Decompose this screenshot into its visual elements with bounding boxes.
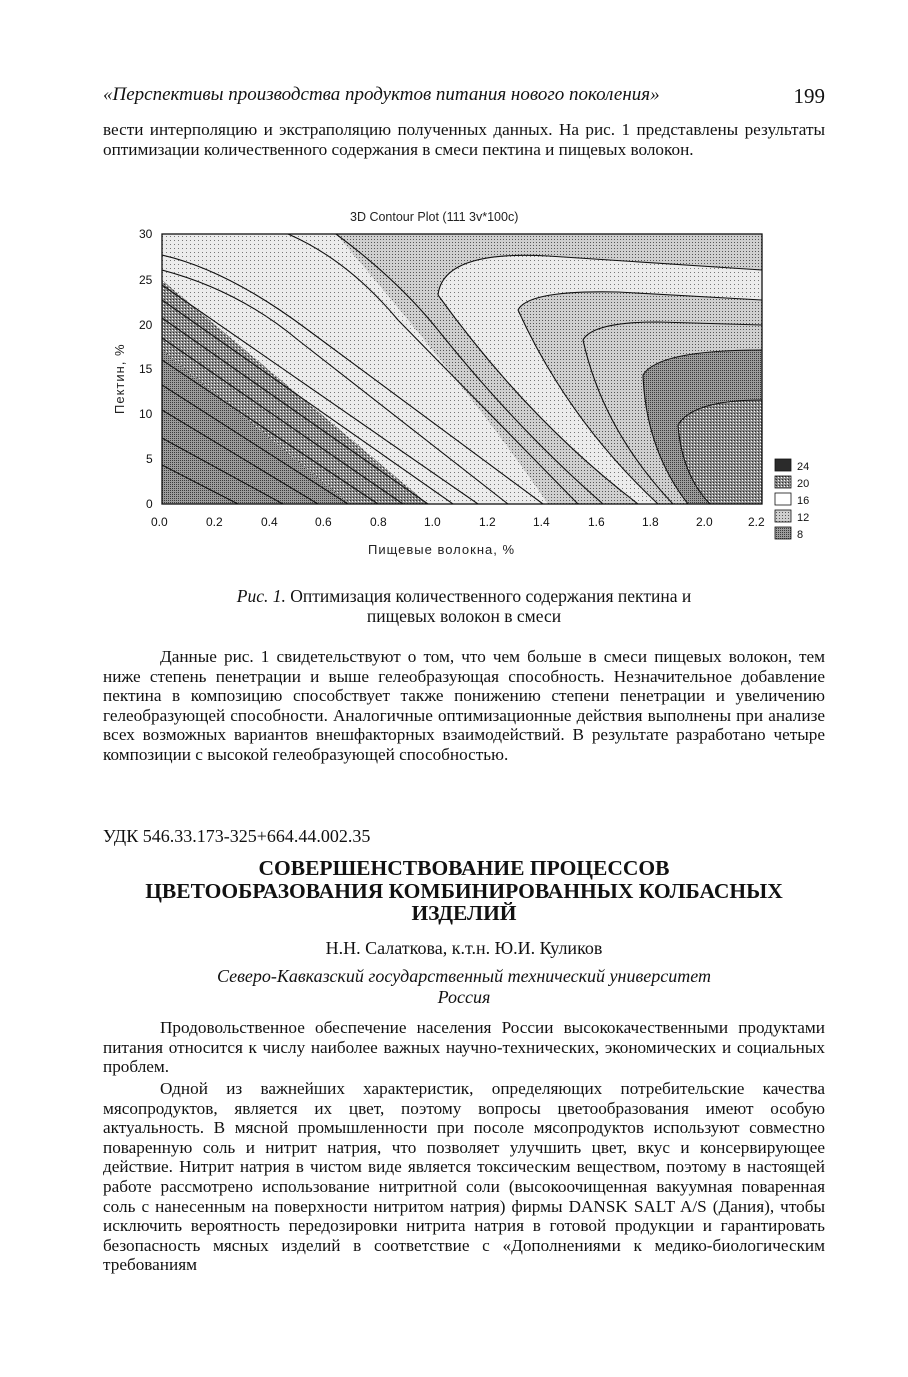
contour-plot-svg	[98, 200, 838, 570]
legend-swatch-20	[775, 476, 791, 488]
x-tick-0-0: 0.0	[151, 515, 168, 529]
x-tick-1-2: 1.2	[479, 515, 496, 529]
y-tick-15: 15	[139, 362, 153, 376]
body-paragraph-2: Одной из важнейших характеристик, определяющих потребительские качества мясопродуктов, является их цвет, поэтому вопросы цветообразования имеют особую актуальность. В мясной промышленности при посоле мясопродуктов используют совместно поваренную соль и нитрит натрия, что позволяет улучшить цвет, вкус и консервирующее действие. Нитрит натрия в чистом виде является токсическим веществом, поэтому в настоящей работе рассмотрено использование нитритной соли (высокоочищенная вакуумная поваренная соль с нанесенным на поверхности нитритом натрия) фирмы DANSK SALT A/S (Дания), чтобы исключить вероятность передозировки нитрита натрия в готовой продукции и гарантировать безопасность мясных изделий в соответствие с «Дополнениями к медико-биологическим требованиям	[103, 1079, 825, 1275]
y-tick-10: 10	[139, 407, 153, 421]
caption-label: Рис. 1.	[236, 586, 286, 606]
legend-swatch-16	[775, 493, 791, 505]
authors: Н.Н. Салаткова, к.т.н. Ю.И. Куликов	[325, 938, 603, 958]
affiliation: Северо-Кавказский государственный технический университет	[217, 966, 711, 986]
legend	[775, 459, 809, 541]
y-tick-30: 30	[139, 227, 153, 241]
caption-line-1: Оптимизация количественного содержания пектина и	[290, 586, 692, 606]
y-tick-0: 0	[146, 497, 153, 511]
legend-swatch-8	[775, 527, 791, 539]
contour-chart	[98, 200, 838, 570]
y-tick-5: 5	[146, 452, 153, 466]
discussion-paragraph: Данные рис. 1 свидетельствуют о том, что чем больше в смеси пищевых волокон, тем ниже степень пенетрации и выше гелеобразующая способность. Незначительное добавление пектина в композицию способствует также понижению степени пенетрации и увеличению гелеобразующей способности. Аналогичные оптимизационные действия выполнены при анализе всех возможных вариантов внешфакторных взаимодействий. В результате разработано четыре композиции с высокой гелеобразующей способностью.	[103, 647, 825, 764]
title-line-1: СОВЕРШЕНСТВОВАНИЕ ПРОЦЕССОВ	[258, 856, 670, 880]
y-axis-ticks	[139, 227, 153, 511]
x-tick-2-0: 2.0	[696, 515, 713, 529]
x-tick-0-2: 0.2	[206, 515, 223, 529]
udc-code: УДК 546.33.173-325+664.44.002.35	[103, 826, 371, 846]
affiliation-block	[103, 966, 825, 1008]
intro-paragraph: вести интерполяцию и экстраполяцию полученных данных. На рис. 1 представлены результаты оптимизации количественного содержания в смеси пектина и пищевых волокон.	[103, 120, 825, 159]
legend-label-24: 24	[797, 461, 810, 473]
x-tick-2-2: 2.2	[748, 515, 765, 529]
contour-regions	[162, 234, 762, 504]
legend-label-20: 20	[797, 478, 810, 490]
page-number: 199	[793, 84, 825, 108]
running-header	[103, 84, 825, 106]
legend-label-12: 12	[797, 512, 810, 524]
journal-title: «Перспективы производства продуктов питания нового поколения»	[103, 84, 660, 105]
y-tick-20: 20	[139, 318, 153, 332]
y-axis-label: Пектин, %	[112, 343, 127, 414]
x-tick-0-6: 0.6	[315, 515, 332, 529]
x-tick-1-6: 1.6	[588, 515, 605, 529]
chart-title: 3D Contour Plot (111 3v*100c)	[350, 210, 519, 224]
x-tick-1-8: 1.8	[642, 515, 659, 529]
article-title	[103, 857, 825, 925]
x-axis-label: Пищевые волокна, %	[368, 542, 516, 557]
title-line-3: ИЗДЕЛИЙ	[411, 901, 517, 925]
legend-label-8: 8	[797, 529, 804, 541]
legend-swatch-12	[775, 510, 791, 522]
figure-caption	[103, 587, 825, 626]
x-axis-ticks	[151, 515, 765, 529]
legend-swatch-24	[775, 459, 791, 471]
x-tick-0-8: 0.8	[370, 515, 387, 529]
caption-line-2: пищевых волокон в смеси	[366, 605, 562, 626]
x-tick-0-4: 0.4	[261, 515, 278, 529]
x-tick-1-0: 1.0	[424, 515, 441, 529]
body-paragraph-1: Продовольственное обеспечение населения России высококачественными продуктами питания относится к числу наиболее важных научно-технических, экономических и социальных проблем.	[103, 1018, 825, 1077]
x-tick-1-4: 1.4	[533, 515, 550, 529]
country: Россия	[437, 987, 491, 1007]
title-line-2: ЦВЕТООБРАЗОВАНИЯ КОМБИНИРОВАННЫХ КОЛБАСНЫХ	[145, 878, 783, 903]
legend-label-16: 16	[797, 495, 810, 507]
y-tick-25: 25	[139, 273, 153, 287]
